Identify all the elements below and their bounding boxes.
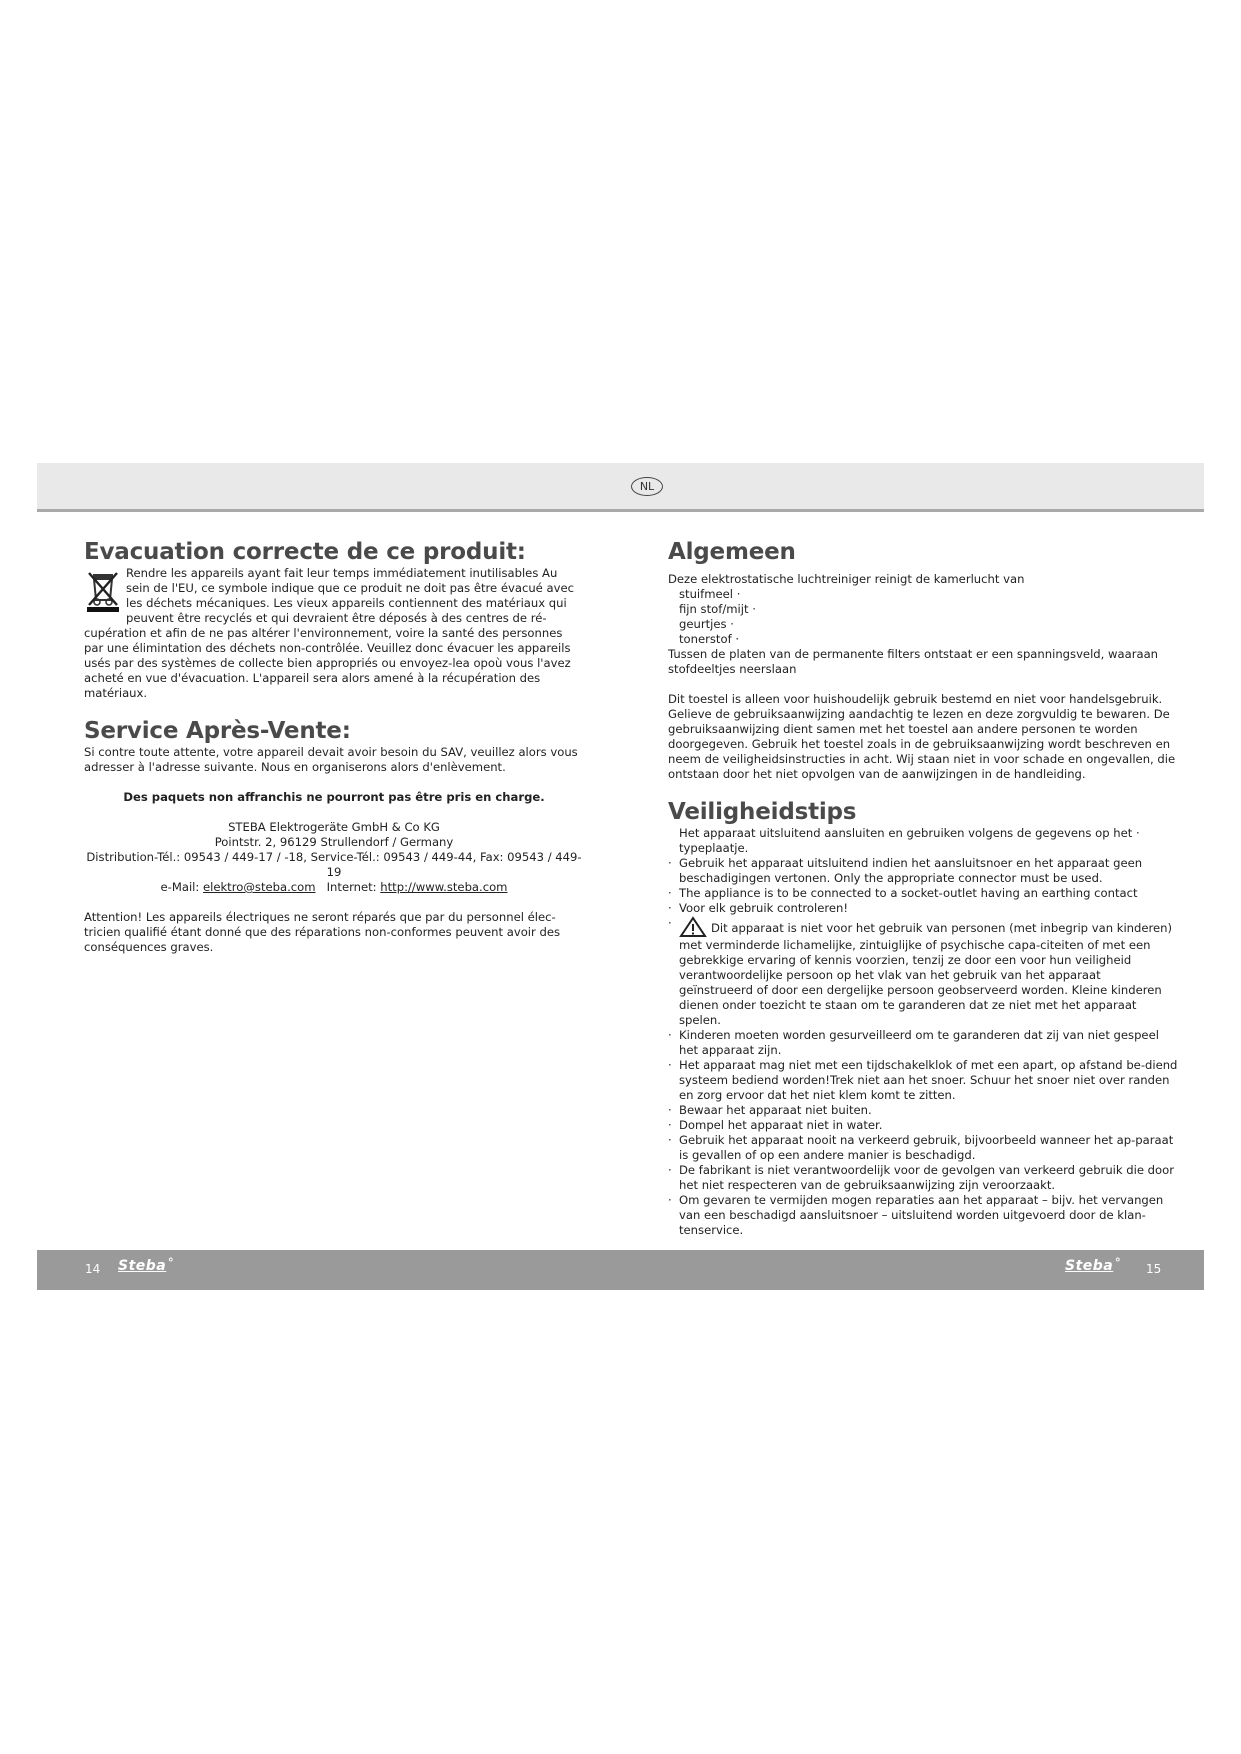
list-item: · De fabrikant is niet verantwoordelijk voor de gevolgen van verkeerd gebruik die door het niet respecteren van de gebruiksaanwijzing zijn veroorzaakt. xyxy=(668,1163,1178,1193)
list-item xyxy=(668,916,1178,1028)
language-badge: NL xyxy=(631,477,663,496)
evacuation-text: Rendre les appareils ayant fait leur temps immédiatement inutilisables Au sein de l'EU, ce symbole indique que ce produit ne doit pas être évacué avec les déchets mécaniques. Les vieux appareils contiennent des matériaux qui peuvent être recyclés et qui devraient être déposés à des centres de ré-cupération et afin de ne pas altérer l'environnement, voire la santé des personnes par une élimintation des déchets non-contrôlée. Veuillez donc évacuer les appareils usés par des systèmes de collecte bien appropriés ou envoyez-lea opoù vous l'avez acheté en vue d'évacuation. L'appareil sera alors amené à la récupération des matériaux. xyxy=(84,566,574,700)
attention-text: Attention! Les appareils électriques ne seront réparés que par du personnel élec-tricien qualifié étant donné que des réparations non-conformes peuvent avoir des conséquences graves. xyxy=(84,910,561,954)
list-item: · Gebruik het apparaat nooit na verkeerd gebruik, bijvoorbeeld wanneer het ap-paraat is gevallen of op een andere manier is beschadigd. xyxy=(668,1133,1178,1163)
right-page xyxy=(668,538,1178,1238)
list-item: · Kinderen moeten worden gesurveilleerd om te garanderen dat zij van niet gespeel het apparaat zijn. xyxy=(668,1028,1178,1058)
address-street: Pointstr. 2, 96129 Strullendorf / Germany xyxy=(214,835,454,849)
sav-title: Service Après-Vente: xyxy=(84,718,351,744)
list-item: fijn stof/mijt · xyxy=(679,602,756,616)
warning-triangle-icon xyxy=(679,916,707,938)
evacuation-title: Evacuation correcte de ce produit: xyxy=(84,539,526,565)
footer-band xyxy=(37,1250,1204,1290)
pollutant-list xyxy=(668,587,1178,647)
safety-first: Het apparaat uitsluitend aansluiten en gebruiken volgens de gegevens op het · typeplaatje. xyxy=(679,826,1140,855)
list-item: · Het apparaat mag niet met een tijdschakelklok of met een apart, op afstand be-diend systeem bediend worden!Trek niet aan het snoer. Schuur het snoer niet over randen en zorg ervoor dat het niet klem komt te zitten. xyxy=(668,1058,1178,1103)
list-item: stuifmeel · xyxy=(679,587,741,601)
address-company: STEBA Elektrogeräte GmbH & Co KG xyxy=(228,820,440,834)
sav-text: Si contre toute attente, votre appareil devait avoir besoin du SAV, veuillez alors vous adresser à l'adresse suivante. Nous en organiserons alors d'enlèvement. xyxy=(84,745,578,774)
weee-bin-icon xyxy=(84,568,122,612)
algemeen-title: Algemeen xyxy=(668,539,796,565)
email-link[interactable]: elektro@steba.com xyxy=(202,880,316,894)
list-item: · Om gevaren te vermijden mogen reparaties aan het apparaat – bijv. het vervangen van een beschadigd aansluitsnoer – uitsluitend worden uitgevoerd door de klan-tenservice. xyxy=(668,1193,1178,1238)
address-contact xyxy=(84,880,584,895)
page-number-right: 15 xyxy=(1146,1262,1162,1276)
page-number-left: 14 xyxy=(85,1262,101,1276)
intro-text: Deze elektrostatische luchtreiniger reinigt de kamerlucht van xyxy=(668,572,1025,586)
address-phone: Distribution-Tél.: 09543 / 449-17 / -18, Service-Tél.: 09543 / 449-44, Fax: 09543 / 449-19 xyxy=(86,850,582,879)
list-item: · Dompel het apparaat niet in water. xyxy=(668,1118,1178,1133)
list-item: · Bewaar het apparaat niet buiten. xyxy=(668,1103,1178,1118)
safety-list xyxy=(668,856,1178,1238)
steba-logo-right: Steba˚ xyxy=(1065,1258,1121,1274)
steba-logo-left: Steba˚ xyxy=(118,1258,174,1274)
evacuation-section xyxy=(84,566,584,701)
list-item: · Voor elk gebruik controleren! xyxy=(668,901,1178,916)
email-label: e-Mail: xyxy=(160,880,200,894)
list-item: geurtjes · xyxy=(679,617,734,631)
filters-text: Tussen de platen van de permanente filters ontstaat er een spanningsveld, waaraan stofdeeltjes neerslaan xyxy=(668,647,1159,676)
usage-text: Dit toestel is alleen voor huishoudelijk gebruik bestemd en niet voor handelsgebruik. Gelieve de gebruiksaanwijzing aandachtig te lezen en deze zorgvuldig te bewaren. De gebruiksaanwijzing dient samen met het toestel aan andere personen te worden doorgegeven. Gebruik het toestel zoals in de gebruiksaanwijzing wordt beschreven en neem de veiligheidsinstructies in acht. Wij staan niet in voor schade en ongevallen, die ontstaan door het niet opvolgen van de aanwijzingen in de handleiding. xyxy=(668,692,1176,781)
left-page xyxy=(84,538,584,955)
safety-title: Veiligheidstips xyxy=(668,799,857,825)
website-link[interactable]: http://www.steba.com xyxy=(380,880,508,894)
internet-label: Internet: xyxy=(326,880,377,894)
postage-notice: Des paquets non affranchis ne pourront pas être pris en charge. xyxy=(123,790,545,804)
children-warning-text: Dit apparaat is niet voor het gebruik van personen (met inbegrip van kinderen) met verminderde lichamelijke, zintuiglijke of psychische capa-citeiten of met een gebrekkige ervaring of kennis voorzien, tenzij ze door een voor hun veiligheid verantwoordelijke persoon op het vlak van het gebruik van het apparaat geïnstrueerd of door een dergelijke persoon geobserveerd worden. Kleine kinderen dienen onder toezicht te staan om te garanderen dat ze niet met het apparaat spelen. xyxy=(679,921,1173,1027)
header-band xyxy=(37,463,1204,512)
list-item: tonerstof · xyxy=(679,632,740,646)
list-item: · Gebruik het apparaat uitsluitend indien het aansluitsnoer en het apparaat geen beschadigingen vertonen. Only the appropriate connector must be used. xyxy=(668,856,1178,886)
list-item: · The appliance is to be connected to a socket-outlet having an earthing contact xyxy=(668,886,1178,901)
